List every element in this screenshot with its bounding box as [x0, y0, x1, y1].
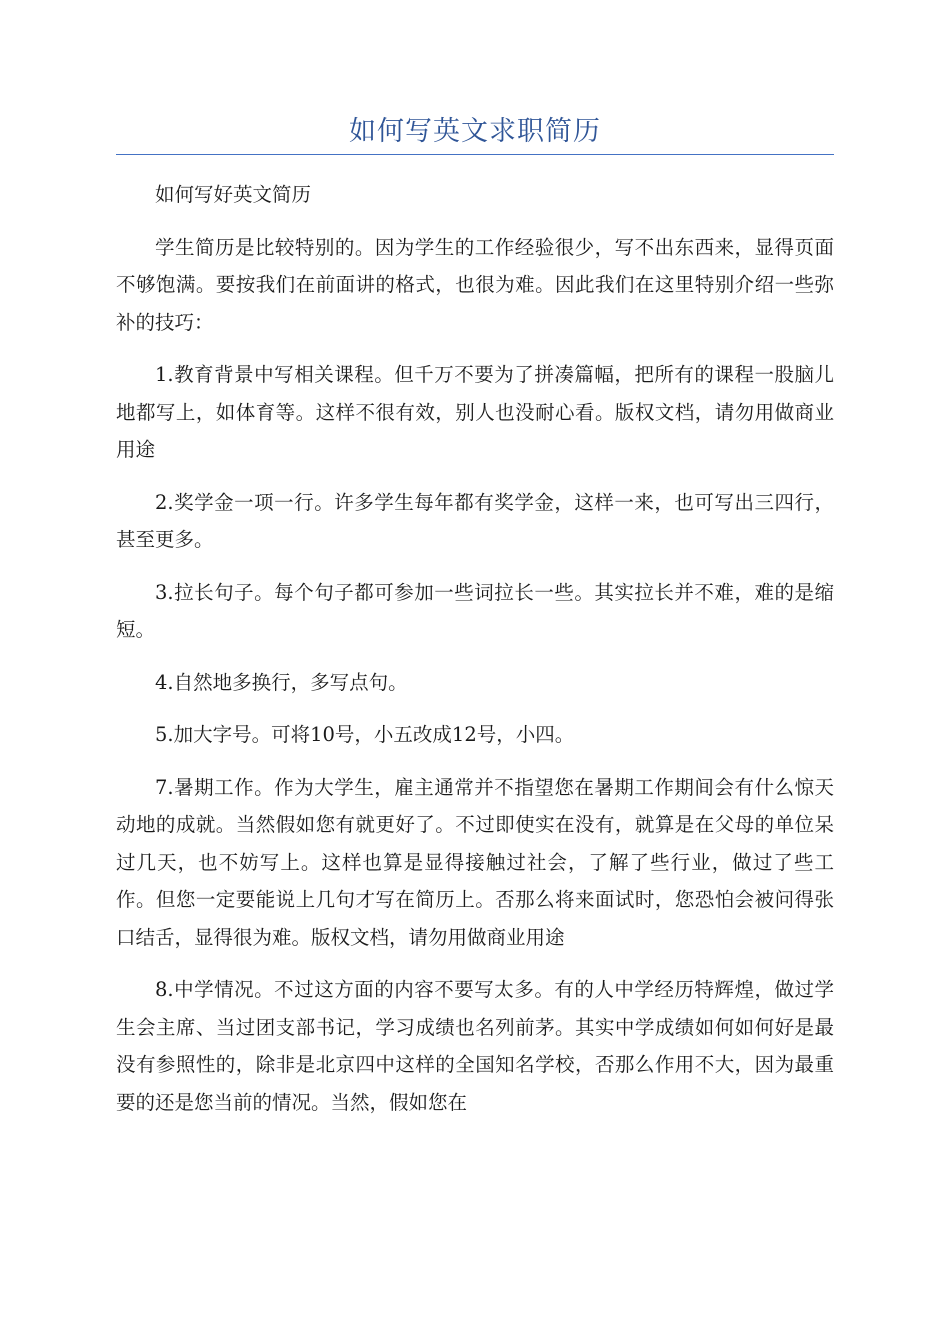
- paragraph-subtitle: 如何写好英文简历: [155, 183, 312, 206]
- paragraph-tip-4: 4.自然地多换行，多写点句。: [155, 670, 408, 694]
- paragraph-tip-8: 8.中学情况。不过这方面的内容不要写太多。有的人中学经历特辉煌，做过学生会主席、当过团支部书记，学习成绩也名列前茅。其实中学成绩如何如何好是最没有参照性的，除非是北京四中这样的全国知名学校，否那么作用不大，因为最重要的还是您当前的情况。当然，假如您在: [116, 978, 834, 1114]
- paragraph-tip-3: 3.拉长句子。每个句子都可参加一些词拉长一些。其实拉长并不难，难的是缩短。: [116, 580, 834, 641]
- paragraph-tip-7: 7.暑期工作。作为大学生，雇主通常并不指望您在暑期工作期间会有什么惊天动地的成就。当然假如您有就更好了。不过即使实在没有，就算是在父母的单位呆过几天，也不妨写上。这样也算是显得接触过社会，了解了些行业，做过了些工作。但您一定要能说上几句才写在简历上。否那么将来面试时，您恐怕会被问得张口结舌，显得很为难。版权文档，请勿用做商业用途: [116, 775, 834, 949]
- paragraph-intro: 学生简历是比较特别的。因为学生的工作经验很少，写不出东西来，显得页面不够饱满。要按我们在前面讲的格式，也很为难。因此我们在这里特别介绍一些弥补的技巧：: [116, 235, 834, 334]
- document-body: [116, 176, 834, 1136]
- paragraph-tip-1: 1.教育背景中写相关课程。但千万不要为了拼凑篇幅，把所有的课程一股脑儿地都写上，如体育等。这样不很有效，别人也没耐心看。版权文档，请勿用做商业用途: [116, 363, 834, 461]
- paragraph-tip-5: 5.加大字号。可将10号，小五改成12号，小四。: [155, 723, 575, 746]
- title-underline: [116, 154, 834, 155]
- paragraph-tip-2: 2.奖学金一项一行。许多学生每年都有奖学金，这样一来，也可写出三四行，甚至更多。: [116, 490, 834, 551]
- document-title: 如何写英文求职简历: [349, 116, 601, 147]
